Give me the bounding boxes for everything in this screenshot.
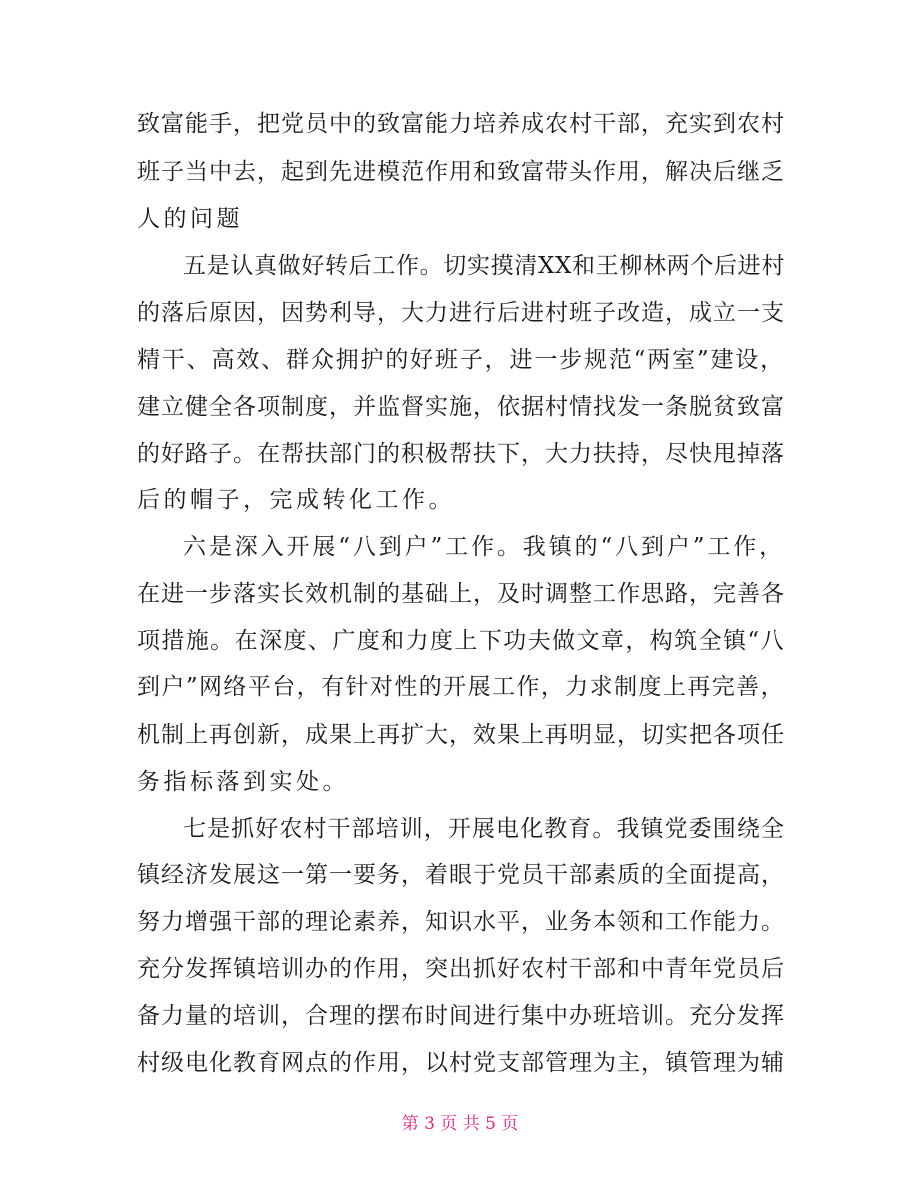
text-line: 到户”网络平台，有针对性的开展工作，力求制度上再完善， — [137, 674, 785, 700]
text-line: 六是深入开展“八到户”工作。我镇的“八到户”工作， — [183, 534, 785, 560]
text-line: 致富能手，把党员中的致富能力培养成农村干部，充实到农村 — [137, 111, 785, 137]
text-line: 人的问题 — [137, 206, 243, 232]
text-line: 项措施。在深度、广度和力度上下功夫做文章，构筑全镇“八 — [137, 628, 785, 654]
text-line: 镇经济发展这一第一要务，着眼于党员干部素质的全面提高， — [137, 862, 785, 888]
text-line: 班子当中去，起到先进模范作用和致富带头作用，解决后继乏 — [137, 159, 785, 185]
text-line: 建立健全各项制度，并监督实施，依据村情找发一条脱贫致富 — [137, 394, 785, 420]
text-line: 的落后原因，因势利导，大力进行后进村班子改造，成立一支 — [137, 300, 785, 326]
text-line: 机制上再创新，成果上再扩大，效果上再明显，切实把各项任 — [137, 722, 785, 748]
text-line: 村级电化教育网点的作用，以村党支部管理为主，镇管理为辅 — [137, 1050, 785, 1076]
text-line: 备力量的培训，合理的摆布时间进行集中办班培训。充分发挥 — [137, 1003, 785, 1029]
text-line: 务指标落到实处。 — [137, 769, 349, 795]
text-line: 后的帽子，完成转化工作。 — [137, 487, 455, 513]
page-number-footer: 第 3 页 共 5 页 — [401, 1114, 519, 1134]
text-line: 七是抓好农村干部培训，开展电化教育。我镇党委围绕全 — [183, 816, 785, 842]
text-line: 五是认真做好转后工作。切实摸清XX和王柳林两个后进村 — [183, 253, 785, 279]
text-line: 精干、高效、群众拥护的好班子，进一步规范“两室”建设， — [137, 347, 785, 373]
text-line: 在进一步落实长效机制的基础上，及时调整工作思路，完善各 — [137, 581, 785, 607]
text-line: 充分发挥镇培训办的作用，突出抓好农村干部和中青年党员后 — [137, 956, 785, 982]
text-line: 的好路子。在帮扶部门的积极帮扶下，大力扶持，尽快甩掉落 — [137, 441, 785, 467]
text-line: 努力增强干部的理论素养，知识水平，业务本领和工作能力。 — [137, 909, 785, 935]
